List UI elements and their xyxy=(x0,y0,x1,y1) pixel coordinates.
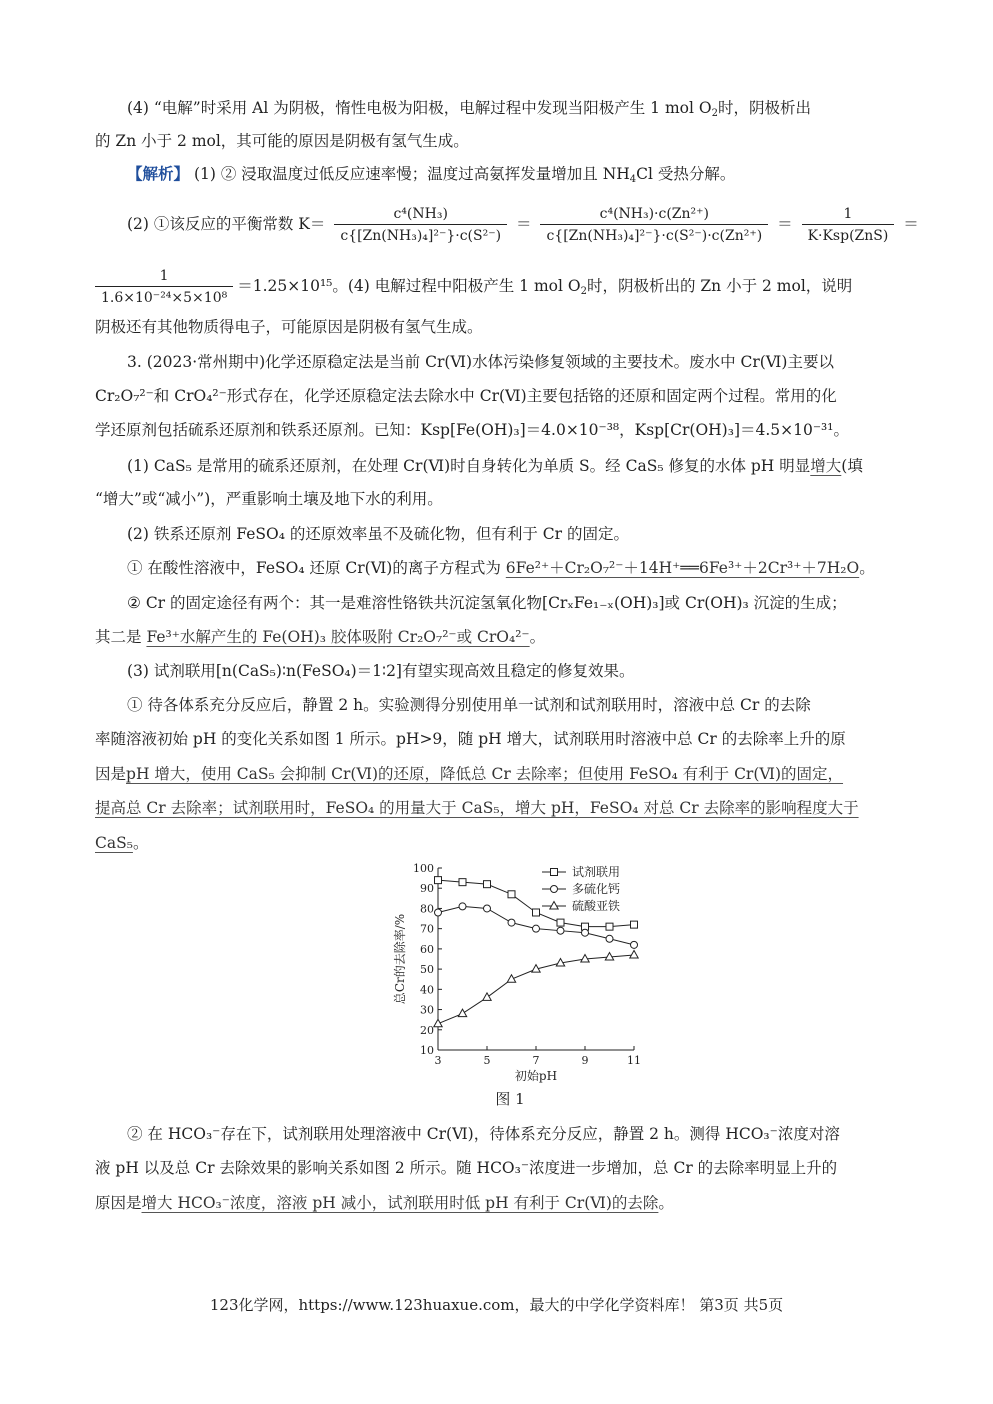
data-point-2 xyxy=(557,927,564,934)
answer-blank-4a: pH 增大，使用 CaS₅ 会抑制 Cr(Ⅵ)的还原，降低总 Cr 去除率；但使用 FeSO₄ 有利于 Cr(Ⅵ)的固定， xyxy=(126,765,844,783)
analysis-l1a: (1) ② 浸取温度过低反应速率慢；温度过高氨挥发量增加且 NH xyxy=(193,165,630,183)
q4-line1-end: 时，阴极析出 xyxy=(717,99,811,117)
analysis-l3-sub: 2 xyxy=(580,286,587,297)
q3-p2-1 xyxy=(127,551,910,585)
equals-3: ＝ xyxy=(903,215,919,233)
data-point-1 xyxy=(606,923,613,930)
q3-line2: Cr₂O₇²⁻和 CrO₄²⁻形式存在，化学还原稳定法去除水中 Cr(Ⅵ)主要包括铬的还原和固定两个过程。常用的化 xyxy=(95,387,837,405)
y-tick-label: 10 xyxy=(420,1044,434,1057)
analysis-l3a: ＝1.25×10¹⁵。(4) 电解过程中阳极产生 1 mol O xyxy=(237,277,581,295)
data-point-2 xyxy=(459,903,466,910)
analysis-line1 xyxy=(127,157,910,191)
fraction-1-num: c⁴(NH₃) xyxy=(393,205,448,222)
data-point-3 xyxy=(630,950,638,958)
formula-prefix: (2) ①该反应的平衡常数 K＝ xyxy=(127,215,326,233)
removal-rate-chart xyxy=(380,860,650,1085)
data-point-1 xyxy=(435,877,442,884)
x-tick-label: 5 xyxy=(483,1054,491,1067)
data-point-3 xyxy=(458,1009,466,1017)
data-point-1 xyxy=(484,881,491,888)
figure-caption: 图 1 xyxy=(495,1090,525,1108)
analysis-formula-line xyxy=(127,200,919,248)
x-tick-label: 11 xyxy=(627,1054,641,1067)
legend-marker-2 xyxy=(551,886,558,893)
q4-line1 xyxy=(127,91,910,125)
q3-p3-1-line3 xyxy=(95,757,910,791)
legend-marker-3 xyxy=(550,902,558,910)
fraction-4-num: 1 xyxy=(159,267,169,284)
legend-marker-1 xyxy=(551,869,558,876)
data-point-1 xyxy=(631,921,638,928)
answer-blank-4b: 提高总 Cr 去除率；试剂联用时，FeSO₄ 的用量大于 CaS₅，增大 pH，FeSO₄ 对总 Cr 去除率的影响程度大于 xyxy=(95,799,859,817)
q3-p3-1-line4 xyxy=(95,791,910,825)
x-tick-label: 3 xyxy=(434,1054,442,1067)
y-axis-label: 总Cr的去除率/% xyxy=(393,913,407,1005)
data-point-1 xyxy=(508,891,515,898)
q4-sub: 2 xyxy=(711,108,718,119)
data-point-3 xyxy=(581,955,589,963)
answer-blank-1: 增大 xyxy=(810,457,842,475)
analysis-l1b: Cl 受热分解。 xyxy=(636,165,736,183)
answer-blank-4c: CaS₅ xyxy=(95,834,133,852)
y-tick-label: 30 xyxy=(420,1003,434,1017)
x-tick-label: 7 xyxy=(532,1054,540,1067)
fraction-3 xyxy=(802,204,895,247)
x-axis-label: 初始pH xyxy=(514,1069,558,1083)
q3-p2-2: ② Cr 的固定途径有两个：其一是难溶性铬铁共沉淀氢氧化物[CrₓFe₁₋ₓ(OH)₃]或 Cr(OH)₃ 沉淀的生成； xyxy=(127,594,847,612)
data-point-3 xyxy=(483,993,491,1001)
data-point-2 xyxy=(435,909,442,916)
q3-p1-line2: “增大”或“减小”)，严重影响土壤及地下水的利用。 xyxy=(95,490,443,508)
answer-blank-5: 增大 HCO₃⁻浓度，溶液 pH 减小，试剂联用时低 pH 有利于 Cr(Ⅵ)的去除 xyxy=(141,1194,659,1212)
y-tick-label: 60 xyxy=(420,942,434,956)
data-point-3 xyxy=(605,952,613,960)
y-tick-label: 90 xyxy=(420,882,434,896)
q4-line2: 的 Zn 小于 2 mol，其可能的原因是阴极有氢气生成。 xyxy=(95,132,469,150)
data-point-1 xyxy=(533,909,540,916)
q3-p3-1-line1: ① 待各体系充分反应后，静置 2 h。实验测得分别使用单一试剂和试剂联用时，溶液中总 Cr 的去除 xyxy=(127,696,811,714)
q3-p2-1b: 。 xyxy=(859,559,875,577)
x-tick-label: 9 xyxy=(581,1054,589,1067)
data-point-2 xyxy=(582,929,589,936)
y-tick-label: 70 xyxy=(420,922,434,936)
q3-p2-1a: ① 在酸性溶液中，FeSO₄ 还原 Cr(Ⅵ)的离子方程式为 xyxy=(127,559,506,577)
q3-p2: (2) 铁系还原剂 FeSO₄ 的还原效率虽不及硫化物，但有利于 Cr 的固定。 xyxy=(127,525,629,543)
fraction-3-den: K·Ksp(ZnS) xyxy=(802,224,895,247)
fraction-4 xyxy=(95,266,233,309)
answer-blank-3: Fe³⁺水解产生的 Fe(OH)₃ 胶体吸附 Cr₂O₇²⁻或 CrO₄²⁻ xyxy=(146,628,530,646)
analysis-line4: 阴极还有其他物质得电子，可能原因是阴极有氢气生成。 xyxy=(95,318,483,336)
y-tick-label: 50 xyxy=(420,963,434,977)
data-point-1 xyxy=(459,879,466,886)
analysis-line3 xyxy=(95,262,910,310)
q3-p3-1c: 因是 xyxy=(95,765,127,783)
equals-1: ＝ xyxy=(516,215,532,233)
equals-2: ＝ xyxy=(777,215,793,233)
legend-label-2: 多硫化钙 xyxy=(572,882,621,896)
q3-p2-2c: 。 xyxy=(529,628,546,646)
y-tick-label: 20 xyxy=(420,1023,434,1037)
q3-p3: (3) 试剂联用[n(CaS₅)∶n(FeSO₄)＝1∶2]有望实现高效且稳定的修复效果。 xyxy=(127,662,635,680)
q3-p2-2-line2 xyxy=(95,620,910,654)
analysis-l1-sub: 4 xyxy=(629,174,637,185)
fraction-4-den: 1.6×10⁻²⁴×5×10⁸ xyxy=(95,286,233,309)
answer-blank-2: 6Fe²⁺＋Cr₂O₇²⁻＋14H⁺══6Fe³⁺＋2Cr³⁺＋7H₂O xyxy=(505,559,860,577)
data-point-1 xyxy=(557,919,564,926)
q3-p3-2-line3 xyxy=(95,1186,910,1220)
y-tick-label: 40 xyxy=(420,983,434,997)
fraction-1 xyxy=(334,204,507,247)
q3-p3-2-line2: 液 pH 以及总 Cr 去除效果的影响关系如图 2 所示。随 HCO₃⁻浓度进一步增加，总 Cr 的去除率明显上升的 xyxy=(95,1159,838,1177)
q3-p3-1-end: 。 xyxy=(132,834,149,852)
q3-p3-2-end: 。 xyxy=(658,1194,674,1212)
fraction-2 xyxy=(540,204,768,247)
q3-p2-2b: 其二是 xyxy=(95,628,147,646)
q3-p1-a: (1) CaS₅ 是常用的硫系还原剂，在处理 Cr(Ⅵ)时自身转化为单质 S。经 CaS₅ 修复的水体 pH 明显 xyxy=(127,457,811,475)
y-tick-label: 100 xyxy=(413,862,434,875)
q3-p1-b: (填 xyxy=(841,457,863,475)
q3-p1-line1 xyxy=(127,449,910,483)
analysis-l3b: 时，阴极析出的 Zn 小于 2 mol，说明 xyxy=(586,277,853,295)
legend-label-3: 硫酸亚铁 xyxy=(572,899,621,913)
fraction-1-den: c{[Zn(NH₃)₄]²⁻}·c(S²⁻) xyxy=(334,224,507,247)
fraction-2-num: c⁴(NH₃)·c(Zn²⁺) xyxy=(599,205,710,222)
q3-line3: 学还原剂包括硫系还原剂和铁系还原剂。已知：Ksp[Fe(OH)₃]＝4.0×10⁻³⁸，Ksp[Cr(OH)₃]＝4.5×10⁻³¹。 xyxy=(95,421,849,439)
data-point-2 xyxy=(631,941,638,948)
data-point-2 xyxy=(508,919,515,926)
q3-p3-1-line5 xyxy=(95,826,910,860)
data-point-2 xyxy=(606,935,613,942)
data-point-2 xyxy=(484,905,491,912)
fraction-2-den: c{[Zn(NH₃)₄]²⁻}·c(S²⁻)·c(Zn²⁺) xyxy=(540,224,768,247)
q4-line1-text: (4) “电解”时采用 Al 为阴极，惰性电极为阳极，电解过程中发现当阳极产生 1 mol O xyxy=(127,99,712,117)
data-point-2 xyxy=(533,925,540,932)
q3-line1: 3. (2023·常州期中)化学还原稳定法是当前 Cr(Ⅵ)水体污染修复领域的主要技术。废水中 Cr(Ⅵ)主要以 xyxy=(127,353,834,371)
fraction-3-num: 1 xyxy=(843,205,853,222)
page-footer: 123化学网，https://www.123huaxue.com，最大的中学化学资料库！ 第3页 共5页 xyxy=(209,1296,784,1314)
analysis-tag: 【解析】 xyxy=(127,164,190,183)
legend-label-1: 试剂联用 xyxy=(572,865,621,879)
y-tick-label: 80 xyxy=(420,902,434,916)
q3-p3-2-line1: ② 在 HCO₃⁻存在下，试剂联用处理溶液中 Cr(Ⅵ)，待体系充分反应，静置 2 h。测得 HCO₃⁻浓度对溶 xyxy=(127,1125,840,1143)
q3-p3-2c: 原因是 xyxy=(95,1194,142,1212)
q3-p3-1-line2: 率随溶液初始 pH 的变化关系如图 1 所示。pH>9，随 pH 增大，试剂联用时溶液中总 Cr 的去除率上升的原 xyxy=(95,730,846,748)
